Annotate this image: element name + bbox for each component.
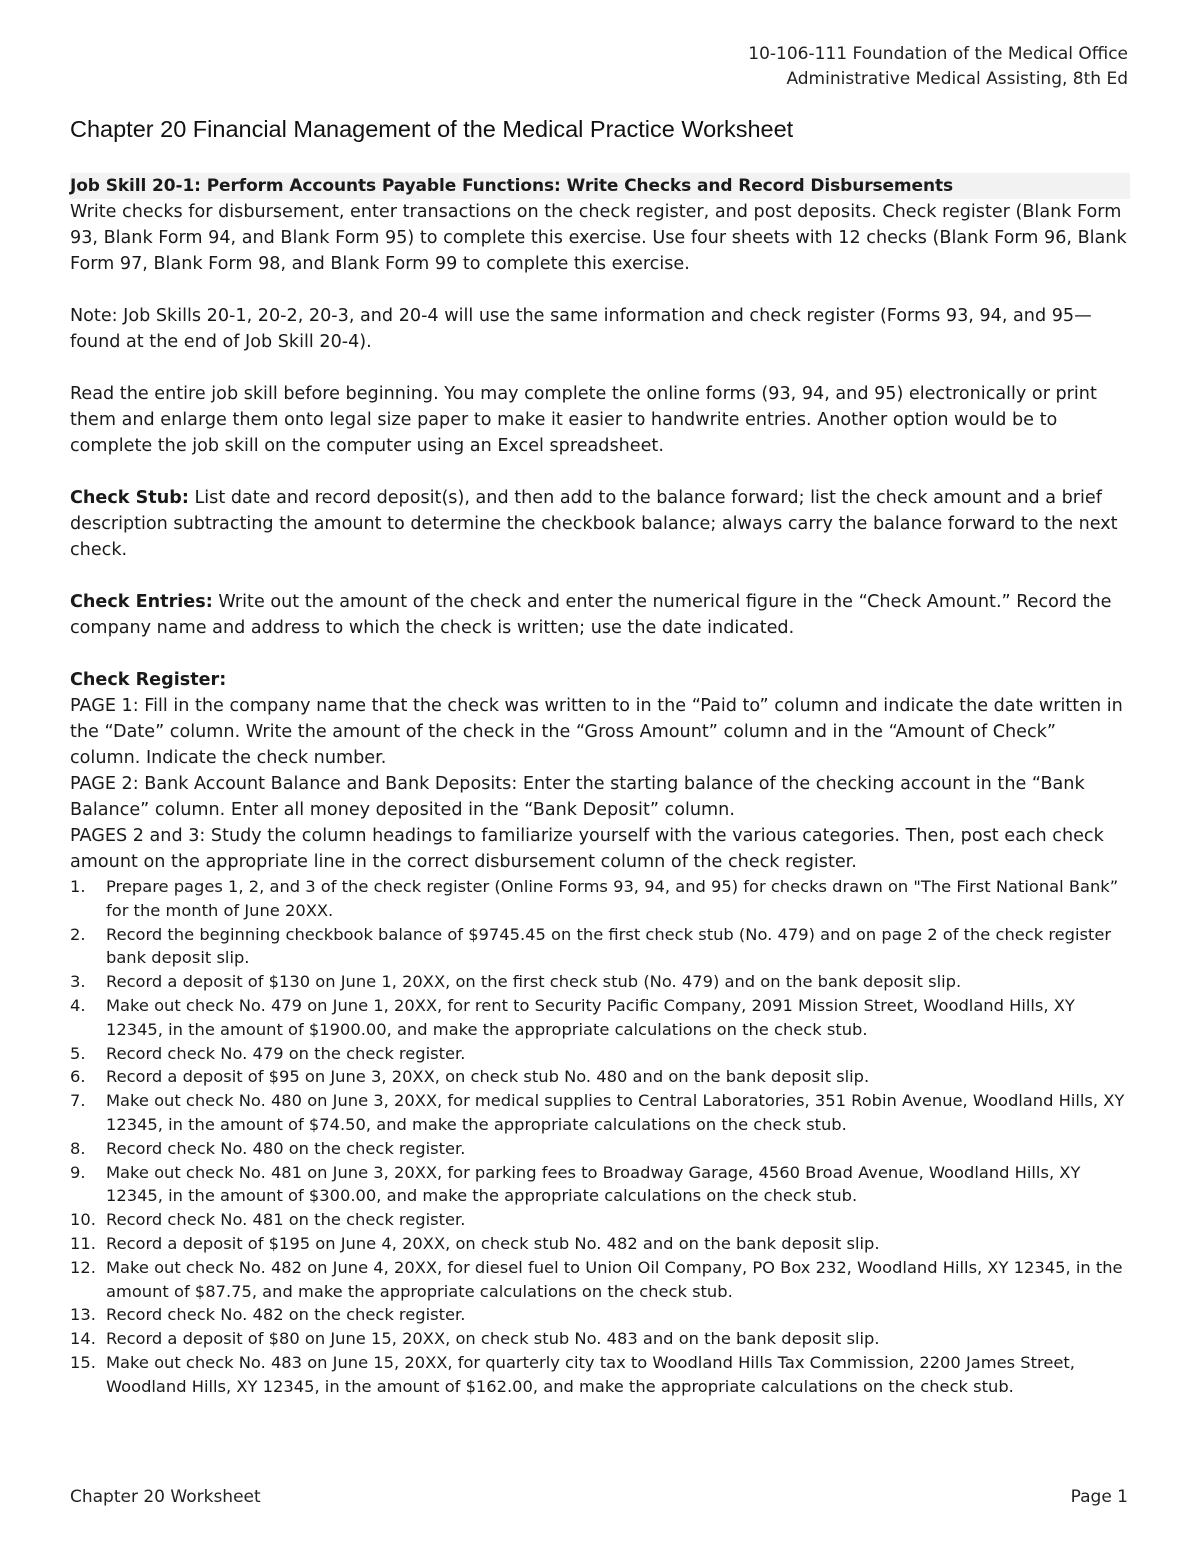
step-number: 14. [70, 1329, 96, 1349]
worksheet-title: Chapter 20 Financial Management of the Medical Practice Worksheet [70, 116, 794, 142]
step-number: 7. [70, 1091, 86, 1111]
check-entries-text: Write out the amount of the check and enter the numerical figure in the “Check Amount.” Record the company name and address to which the check is written; use the date indicated. [70, 592, 1112, 638]
step-text: Make out check No. 483 on June 15, 20XX, for quarterly city tax to Woodland Hills Tax Commission, 2200 James Street, Woodland Hills, XY 12345, in the amount of $162.00, and make the appropriate calculations on the check stub. [106, 1352, 1075, 1396]
list-item [70, 1232, 1130, 1256]
step-text: Make out check No. 480 on June 3, 20XX, for medical supplies to Central Laboratories, 351 Robin Avenue, Woodland Hills, XY 12345, in the amount of $74.50, and make the appropriate calculations on the check stub. [106, 1091, 1125, 1134]
list-item [70, 1327, 1130, 1351]
job-skill-note: Note: Job Skills 20-1, 20-2, 20-3, and 20-4 will use the same information and check register (Forms 93, 94, and 95—found at the end of Job Skill 20-4). [70, 306, 1092, 352]
spacer [70, 563, 1130, 589]
book-title: Administrative Medical Assisting, 8th Ed [786, 69, 1128, 89]
step-number: 2. [70, 924, 86, 944]
course-title: 10-106-111 Foundation of the Medical Office [748, 44, 1128, 64]
step-text: Record a deposit of $80 on June 15, 20XX, on check stub No. 483 and on the bank deposit slip. [106, 1329, 880, 1349]
steps-list [70, 875, 1130, 1399]
step-number: 8. [70, 1138, 86, 1158]
step-number: 11. [70, 1233, 96, 1253]
step-text: Record check No. 481 on the check register. [106, 1210, 466, 1230]
read-instructions: Read the entire job skill before beginning. You may complete the online forms (93, 94, and 95) electronically or print them and enlarge them onto legal size paper to make it easier to handwrite entries. Another option would be to complete the job skill on the computer using an Excel spreadsheet. [70, 384, 1097, 456]
check-entries-paragraph [70, 589, 1130, 641]
list-item [70, 1303, 1130, 1327]
step-number: 15. [70, 1352, 96, 1372]
page2-paragraph: PAGE 2: Bank Account Balance and Bank Deposits: Enter the starting balance of the checking account in the “Bank Balance” column. Enter all money deposited in the “Bank Deposit” column. [70, 774, 1085, 820]
step-text: Record the beginning checkbook balance of $9745.45 on the first check stub (No. 479) and on page 2 of the check register bank deposit slip. [106, 924, 1112, 968]
list-item [70, 1089, 1130, 1137]
pages23-paragraph: PAGES 2 and 3: Study the column headings to familiarize yourself with the various categories. Then, post each check amount on the appropriate line in the correct disbursement column of the check register. [70, 826, 1104, 872]
step-number: 12. [70, 1257, 96, 1277]
job-skill-intro: Write checks for disbursement, enter transactions on the check register, and post deposits. Check register (Blank Form 93, Blank Form 94, and Blank Form 95) to complete this exercise. Use four sheets with 12 checks (Blank Form 96, Blank Form 97, Blank Form 98, and Blank Form 99 to complete this exercise. [70, 202, 1127, 274]
spacer [70, 355, 1130, 381]
step-text: Record a deposit of $195 on June 4, 20XX, on check stub No. 482 and on the bank deposit slip. [106, 1233, 880, 1253]
list-item [70, 875, 1130, 923]
step-text: Record a deposit of $130 on June 1, 20XX, on the first check stub (No. 479) and on the bank deposit slip. [106, 972, 962, 992]
list-item [70, 970, 1130, 994]
page-header [748, 42, 1128, 92]
list-item [70, 1256, 1130, 1304]
spacer [70, 277, 1130, 303]
worksheet-body [70, 173, 1130, 1399]
check-stub-label: Check Stub: [70, 488, 189, 508]
check-stub-text: List date and record deposit(s), and then add to the balance forward; list the check amount and a brief description subtracting the amount to determine the checkbook balance; always carry the balance forward to the next check. [70, 488, 1118, 560]
step-number: 6. [70, 1067, 86, 1087]
check-register-label: Check Register: [70, 670, 227, 690]
step-text: Record check No. 480 on the check register. [106, 1138, 466, 1158]
step-text: Prepare pages 1, 2, and 3 of the check register (Online Forms 93, 94, and 95) for checks drawn on "The First National Bank” for the month of June 20XX. [106, 877, 1119, 920]
page1-paragraph [70, 693, 1130, 771]
list-item [70, 1065, 1130, 1089]
step-text: Record check No. 479 on the check register. [106, 1043, 466, 1063]
list-item [70, 1137, 1130, 1161]
list-item [70, 994, 1130, 1042]
step-number: 3. [70, 972, 86, 992]
step-number: 4. [70, 995, 86, 1015]
job-skill-heading: Job Skill 20-1: Perform Accounts Payable Functions: Write Checks and Record Disbursements [70, 173, 1130, 199]
list-item [70, 1351, 1130, 1399]
step-text: Record check No. 482 on the check register. [106, 1305, 466, 1325]
spacer [70, 641, 1130, 667]
step-number: 5. [70, 1043, 86, 1063]
step-text: Record a deposit of $95 on June 3, 20XX, on check stub No. 480 and on the bank deposit slip. [106, 1067, 870, 1087]
step-number: 13. [70, 1305, 96, 1325]
step-number: 10. [70, 1210, 96, 1230]
list-item [70, 923, 1130, 971]
step-number: 9. [70, 1162, 86, 1182]
step-text: Make out check No. 481 on June 3, 20XX, for parking fees to Broadway Garage, 4560 Broad Avenue, Woodland Hills, XY 12345, in the amount of $300.00, and make the appropriate calculations on the check stub. [106, 1162, 1081, 1206]
step-number: 1. [70, 877, 86, 896]
step-text: Make out check No. 479 on June 1, 20XX, for rent to Security Pacific Company, 2091 Mission Street, Woodland Hills, XY 12345, in the amount of $1900.00, and make the appropriate calculations on the check stub. [106, 995, 1075, 1039]
check-entries-label: Check Entries: [70, 592, 213, 612]
page1-text: Fill in the company name that the check was written to in the “Paid to” column and indicate the date written in the “Date” column. Write the amount of the check in the “Gross Amount” column and in the “Amount of Check” column. Indicate the check number. [70, 696, 1123, 768]
list-item [70, 1161, 1130, 1209]
step-text: Make out check No. 482 on June 4, 20XX, for diesel fuel to Union Oil Company, PO Box 232, Woodland Hills, XY 12345, in the amount of $87.75, and make the appropriate calculations on the check stub. [106, 1257, 1123, 1301]
check-stub-paragraph [70, 485, 1130, 563]
list-item [70, 1042, 1130, 1066]
list-item [70, 1208, 1130, 1232]
page-number: Page 1 [1070, 1487, 1128, 1507]
page1-label: PAGE 1: [70, 696, 139, 716]
spacer [70, 459, 1130, 485]
footer-chapter: Chapter 20 Worksheet [70, 1487, 261, 1507]
